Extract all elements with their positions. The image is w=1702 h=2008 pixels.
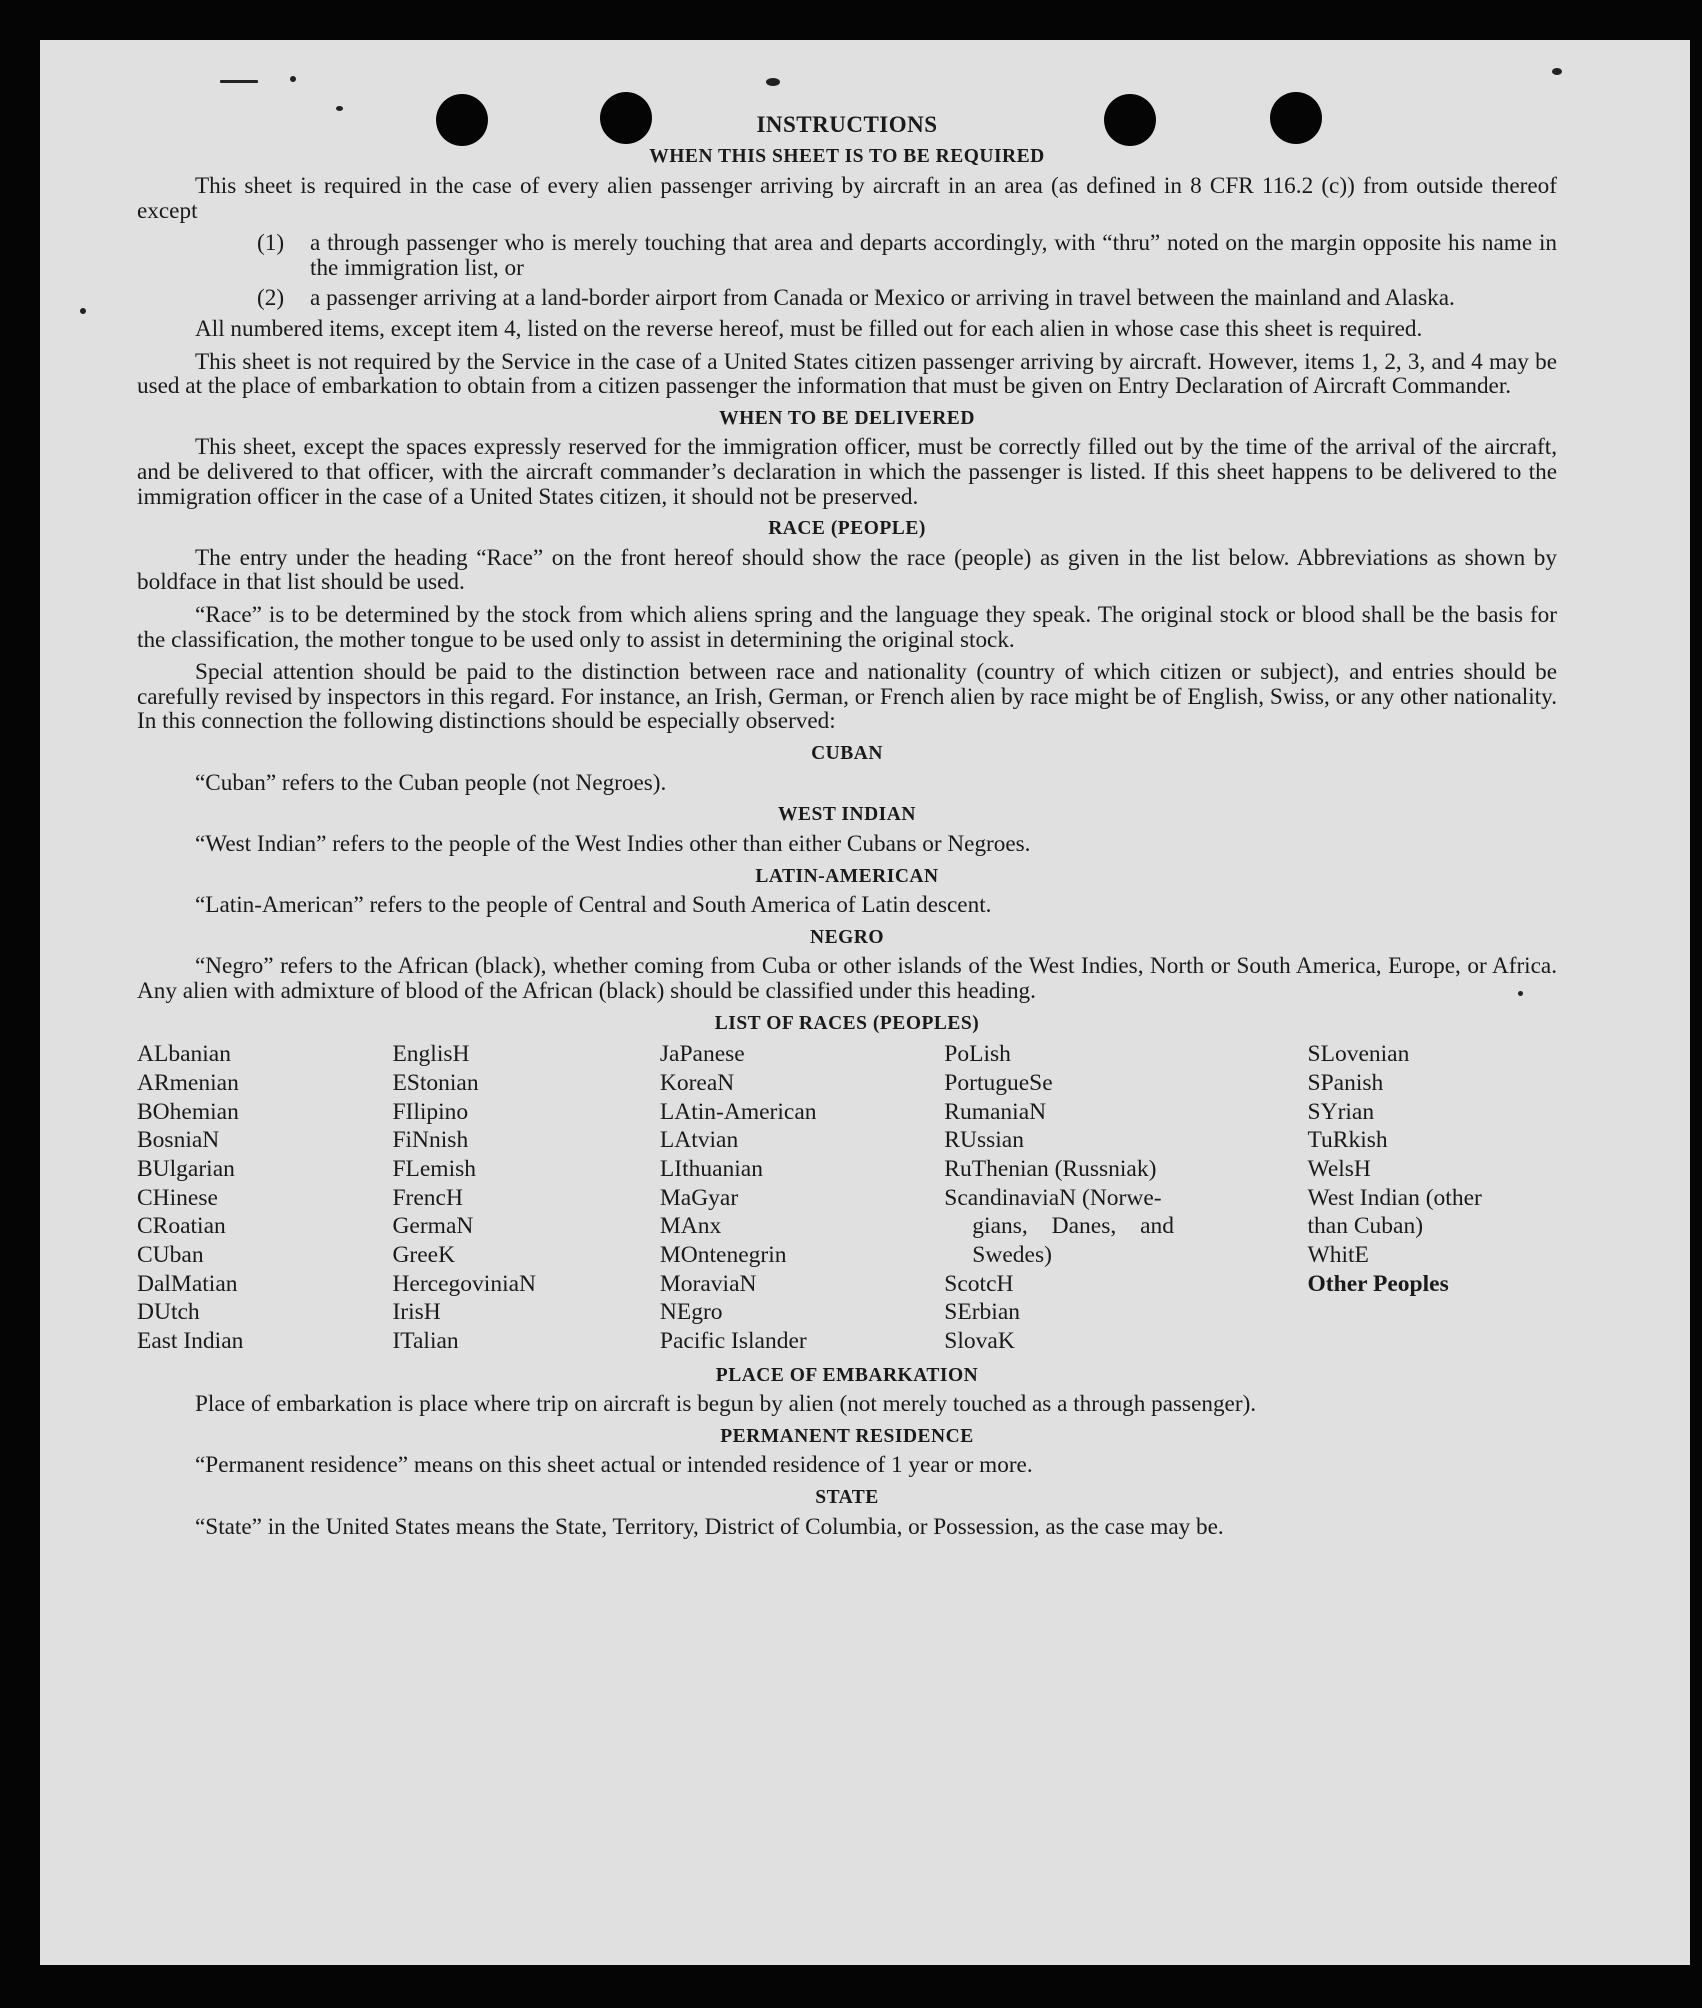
race-item: East Indian [137,1327,244,1354]
section-heading: PERMANENT RESIDENCE [720,1425,974,1447]
race-item: RUssian [944,1127,1024,1154]
paragraph: This sheet, except the spaces expressly reserved for the immigration officer, must be correctly filled out by the time of the arrival of the aircraft, and be delivered to that officer, with the aircraft commander’s declaration in which the passenger is listed. If this sheet happens to be delivered to the immigration officer in the case of a United States citizen, it should not be preserved. [137,434,1557,510]
paragraph: This sheet is not required by the Service in the case of a United States citizen passenger arriving by aircraft. However, items 1, 2, 3, and 4 may be used at the place of embarkation to obtain from a citizen passenger the information that must be given on Entry Declaration of Aircraft Commander. [137,348,1557,400]
race-item: GermaN [392,1213,474,1240]
race-item: LIthuanian [659,1155,763,1182]
item-text: a passenger arriving at a land-border airport from Canada or Mexico or arriving in travel between the mainland and Alaska. [310,285,1455,312]
definition-text: “West Indian” refers to the people of the West Indies other than either Cubans or Negroes. [195,830,1031,857]
race-item: EnglisH [392,1041,470,1068]
race-item: ALbanian [137,1041,231,1068]
paper-mark [1552,68,1562,75]
race-item: SlovaK [944,1327,1015,1354]
race-item: BosniaN [137,1127,220,1154]
paragraph: “State” in the United States means the State, Territory, District of Columbia, or Possession, as the case may be. [195,1513,1224,1540]
race-item: FrencH [392,1184,463,1211]
condition-item [257,231,1557,280]
race-column [944,1040,1307,1355]
section-heading: WHEN THIS SHEET IS TO BE REQUIRED [649,146,1045,168]
item-number: (2) [257,285,285,312]
section-heading: RACE (PEOPLE) [768,518,926,540]
race-item: WhitE [1307,1241,1369,1268]
race-column [392,1040,659,1355]
paragraph: The entry under the heading “Race” on the front hereof should show the race (people) as given in the list below. Abbreviations as shown by boldface in that list should be used. [137,544,1557,596]
section-heading: STATE [815,1487,879,1508]
race-item: FiNnish [392,1127,469,1154]
race-item: LAtvian [659,1127,739,1154]
race-item: IrisH [392,1299,441,1326]
race-item-continued: gians, Danes, and [972,1213,1175,1240]
subsection-heading: LATIN-AMERICAN [755,865,939,887]
race-item: Other Peoples [1307,1270,1449,1297]
page-title: INSTRUCTIONS [756,112,938,137]
race-item: CHinese [137,1184,218,1211]
race-item: West Indian (other [1307,1184,1482,1211]
race-item: PoLish [944,1041,1011,1068]
paragraph: Place of embarkation is place where trip on aircraft is begun by alien (not merely touched as a through passenger). [195,1391,1257,1418]
race-item: CRoatian [137,1213,226,1240]
race-item: EStonian [392,1069,479,1096]
race-item: PortugueSe [944,1069,1053,1096]
race-column [1308,1040,1557,1355]
race-item: ScotcH [944,1270,1014,1297]
race-item: DalMatian [137,1270,238,1297]
race-item: GreeK [392,1241,456,1268]
paragraph: Special attention should be paid to the distinction between race and nationality (country of which citizen or subject), and entries should be carefully revised by inspectors in this regard. For instance, an Irish, German, or French alien by race might be of English, Swiss, or any other nationality. In this connection the following distinctions should be especially observed: [137,659,1557,735]
race-item: CUban [137,1241,204,1268]
paragraph: This sheet is required in the case of every alien passenger arriving by aircraft in an area (as defined in 8 CFR 116.2 (c)) from outside thereof except [137,173,1557,224]
definition-text: “Permanent residence” means on this sheet actual or intended residence of 1 year or more. [195,1452,1033,1479]
race-item: MAnx [659,1213,722,1240]
race-item: Pacific Islander [659,1327,807,1354]
race-item: ScandinaviaN (Norwe- [944,1184,1162,1211]
subsection-heading: NEGRO [809,926,884,948]
race-item: MaGyar [659,1184,739,1211]
item-number: (1) [257,230,285,257]
race-item: RuThenian (Russniak) [944,1155,1157,1182]
condition-item [257,286,1557,311]
definition-text: “Cuban” refers to the Cuban people (not Negroes). [195,769,667,796]
race-item: JaPanese [659,1041,745,1068]
race-item: SLovenian [1307,1041,1410,1068]
paper-mark [290,76,296,82]
race-item: FIlipino [392,1098,469,1125]
race-item: SPanish [1307,1069,1384,1096]
race-item: KoreaN [659,1069,735,1096]
section-heading: WHEN TO BE DELIVERED [719,407,975,429]
race-item: SYrian [1307,1098,1375,1125]
race-item: FLemish [392,1155,477,1182]
race-item: HercegoviniaN [392,1270,537,1297]
section-heading: PLACE OF EMBARKATION [715,1364,979,1386]
race-item: TuRkish [1307,1127,1388,1154]
race-column [137,1040,392,1355]
race-item: ITalian [392,1327,459,1354]
race-column [660,1040,944,1355]
race-item: NEgro [659,1299,723,1326]
race-item: DUtch [137,1299,200,1326]
paragraph: “Race” is to be determined by the stock from which aliens spring and the language they speak. The original stock or blood shall be the basis for the classification, the mother tongue to be used only to assist in determining the original stock. [137,602,1557,653]
section-heading: LIST OF RACES (PEOPLES) [714,1012,980,1034]
paragraph: All numbered items, except item 4, listed on the reverse hereof, must be filled out for each alien in whose case this sheet is required. [195,316,1423,342]
race-item: SErbian [944,1299,1021,1326]
paper-mark [80,308,86,314]
race-list [137,1040,1557,1355]
race-item: MOntenegrin [659,1241,787,1268]
race-item: LAtin-American [659,1098,817,1125]
paper-mark [220,80,258,83]
race-item: BUlgarian [137,1155,235,1182]
race-item: WelsH [1307,1155,1371,1182]
subsection-heading: WEST INDIAN [778,804,916,826]
subsection-heading: CUBAN [811,743,883,765]
paragraph: “Negro” refers to the African (black), whether coming from Cuba or other islands of the West Indies, North or South America, Europe, or Africa. Any alien with admixture of blood of the African (black) should be classified under this heading. [137,953,1557,1005]
race-item: BOhemian [137,1098,239,1125]
paper-mark [766,78,780,86]
paper-mark [336,106,343,111]
race-item: MoraviaN [659,1270,757,1297]
race-item: RumaniaN [944,1098,1047,1125]
race-item: ARmenian [137,1069,239,1096]
instructions-content [137,113,1557,1547]
race-item-continued: than Cuban) [1307,1213,1424,1240]
definition-text: “Latin-American” refers to the people of Central and South America of Latin descent. [195,892,992,919]
item-text: a through passenger who is merely touching that area and departs accordingly, with “thru” noted on the margin opposite his name in the immigration list, or [310,230,1557,281]
race-item-continued: Swedes) [972,1241,1052,1268]
